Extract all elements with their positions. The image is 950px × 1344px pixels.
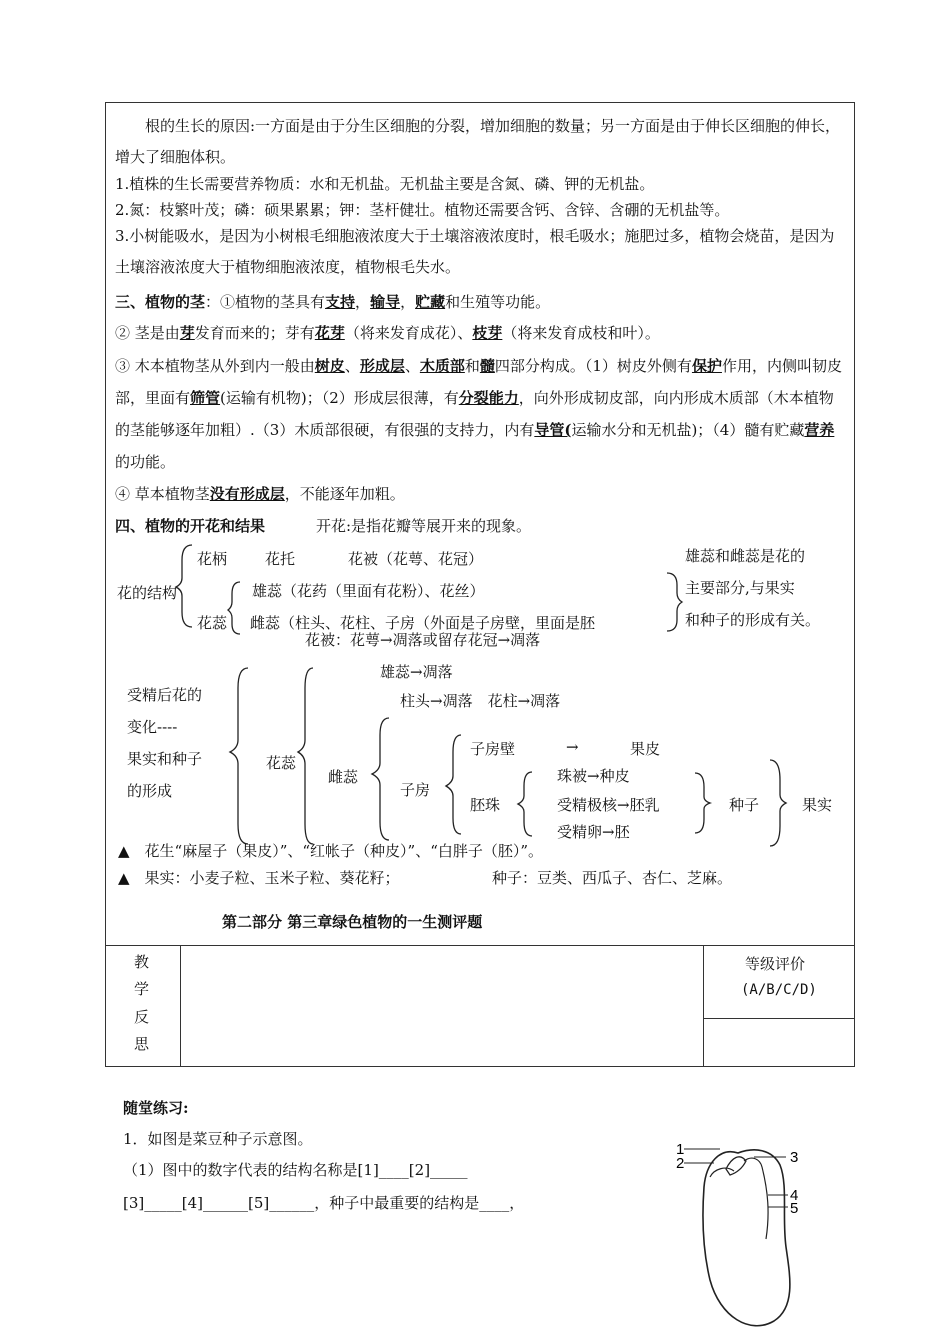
reflection-char-3: 反	[134, 1008, 150, 1026]
stem-text: 和生殖等功能。	[445, 293, 551, 311]
grade-label: 等级评价	[745, 955, 806, 973]
question-1-part-1: （1）图中的数字代表的结构名称是[1]____[2]_____	[123, 1161, 468, 1179]
bean-seed-figure	[676, 1135, 820, 1340]
ovary-wall-label: 子房壁	[470, 740, 516, 758]
after-fertilisation-title-2: 变化----	[127, 718, 178, 736]
stem-text: ，	[400, 293, 416, 311]
flower-pistil: 雌蕊（柱头、花柱、子房（外面是子房壁，里面是胚	[250, 614, 596, 632]
after-fertilisation-title-4: 的形成	[127, 782, 173, 800]
peanut-analogy: ▲ 花生“麻屋子（果皮）”、“红帐子（种皮）”、“白胖子（胚）”。	[118, 842, 544, 860]
flower-bloom-def: 开花:是指花瓣等展开来的现象。	[316, 517, 532, 535]
keyword-divide: 分裂能力	[458, 389, 519, 407]
flower-stalk: 花柄	[197, 550, 228, 568]
arrow-ovary-wall: →	[566, 738, 579, 756]
stem-text: （将来发育成花）、	[344, 324, 473, 342]
reflection-char-2: 学	[134, 980, 150, 998]
root-point-3: 3.小树能吸水，是因为小树根毛细胞液浓度大于土壤溶液浓度时，根毛吸水；施肥过多，植物会烧苗，是因为土壤溶液浓度大于植物细胞液浓度，植物根毛失水。	[115, 227, 835, 276]
after-fertilisation-title-3: 果实和种子	[127, 750, 203, 768]
pericarp-label: 果皮	[630, 740, 661, 758]
stem-text: 发育而来的；芽有	[194, 324, 315, 342]
zygote-change: 受精卵→胚	[557, 823, 630, 841]
flower-heading: 四、植物的开花和结果	[115, 517, 266, 535]
pistil-label-2: 雌蕊	[328, 768, 359, 786]
keyword-no-cambium: 没有形成层	[209, 485, 285, 503]
stem-text: 运输水分和无机盐)；（4）髓有贮藏	[571, 421, 805, 439]
root-point-1: 1.植株的生长需要营养物质：水和无机盐。无机盐主要是含氮、磷、钾的无机盐。	[115, 175, 655, 193]
after-fertilisation-title-1: 受精后花的	[127, 686, 203, 704]
stem-text: 和	[464, 357, 480, 375]
flower-note-line-2: 主要部分,与果实	[685, 579, 795, 597]
stem-text: ，不能逐年加粗。	[284, 485, 405, 503]
stem-text: ：①植物的茎具有	[205, 293, 326, 311]
keyword-transport: 输导	[370, 293, 401, 311]
stem-text: ④ 草本植物茎	[115, 485, 210, 503]
stem-text: ② 茎是由	[115, 324, 180, 342]
keyword-bark: 树皮	[314, 357, 345, 375]
stem-text: 、	[404, 357, 420, 375]
stamen-change: 雄蕊→凋落	[380, 663, 453, 681]
keyword-bud: 芽	[179, 324, 195, 342]
figure-label-4: 4	[790, 1187, 799, 1204]
stem-text: ，向外形成韧皮部，向内形成木质部（木本植物的茎能够逐年加粗）.（3）木质部很硬，有很强的支持力，内有	[115, 389, 834, 439]
perianth-change: 花被：花萼→凋落或留存花冠→凋落	[305, 631, 541, 649]
stem-text: 的功能。	[115, 453, 176, 471]
stem-text: ③ 木本植物茎从外到内一般由	[115, 357, 315, 375]
stem-text: （将来发育成枝和叶）。	[502, 324, 660, 342]
fruit-label: 果实	[802, 796, 833, 814]
stem-heading: 三、植物的茎	[115, 293, 206, 311]
reflection-char-4: 思	[134, 1035, 150, 1053]
flower-note-line-1: 雄蕊和雌蕊是花的	[685, 547, 806, 565]
seed-examples: 种子：豆类、西瓜子、杏仁、芝麻。	[492, 869, 733, 887]
keyword-sieve-tube: 筛管	[190, 389, 221, 407]
integument-change: 珠被→种皮	[557, 767, 630, 785]
ovary-label: 子房	[400, 781, 431, 799]
keyword-xylem: 木质部	[419, 357, 465, 375]
figure-label-2: 2	[676, 1155, 685, 1172]
seed-label: 种子	[729, 796, 760, 814]
figure-label-3: 3	[790, 1149, 799, 1166]
figure-label-5: 5	[790, 1200, 799, 1217]
keyword-store: 贮藏	[415, 293, 446, 311]
keyword-pith: 髓	[479, 357, 495, 375]
grade-scale: (A/B/C/D)	[741, 982, 817, 998]
ovule-label: 胚珠	[470, 796, 501, 814]
keyword-cambium: 形成层	[359, 357, 405, 375]
part2-title: 第二部分 第三章绿色植物的一生测评题	[222, 913, 483, 931]
root-intro: 根的生长的原因:一方面是由于分生区细胞的分裂，增加细胞的数量；另一方面是由于伸长区细胞的伸长，增大了细胞体积。	[115, 117, 841, 166]
keyword-flower-bud: 花芽	[314, 324, 345, 342]
reflection-char-1: 教	[134, 953, 150, 971]
polar-nuclei-change: 受精极核→胚乳	[557, 796, 660, 814]
keyword-branch-bud: 枝芽	[472, 324, 503, 342]
figure-label-1: 1	[676, 1141, 685, 1158]
fruit-examples: ▲ 果实：小麦子粒、玉米子粒、葵花籽；	[118, 869, 400, 887]
keyword-nutrient: 营养	[804, 421, 835, 439]
flower-receptacle: 花托	[265, 550, 296, 568]
root-point-2: 2.氮：枝繁叶茂；磷：硕果累累；钾：茎杆健壮。植物还需要含钙、含锌、含硼的无机盐等。	[115, 201, 730, 219]
core-label-2: 花蕊	[266, 754, 297, 772]
stigma-style-change: 柱头→凋落 花柱→凋落	[400, 692, 561, 710]
flower-structure-label: 花的结构	[117, 584, 178, 602]
stem-text: (运输有机物)；（2）形成层很薄，有	[220, 389, 459, 407]
question-1-part-2: [3]_____[4]______[5]______，种子中最重要的结构是____，	[123, 1194, 525, 1212]
flower-note-line-3: 和种子的形成有关。	[685, 611, 821, 629]
keyword-protect: 保护	[691, 357, 722, 375]
practice-title: 随堂练习:	[123, 1099, 189, 1117]
stem-text: 四部分构成。（1）树皮外侧有	[494, 357, 692, 375]
flower-perianth: 花被（花萼、花冠）	[348, 550, 484, 568]
stem-text: 、	[344, 357, 360, 375]
flower-stamen: 雄蕊（花药（里面有花粉）、花丝）	[252, 582, 485, 600]
flower-core-label: 花蕊	[197, 614, 228, 632]
stem-text: ，	[355, 293, 371, 311]
keyword-support: 支持	[325, 293, 356, 311]
stem-text: 作用，内侧叫韧皮部，里面有	[115, 357, 842, 407]
question-1: 1．如图是菜豆种子示意图。	[123, 1130, 313, 1148]
keyword-vessel: 导管(	[534, 421, 572, 439]
